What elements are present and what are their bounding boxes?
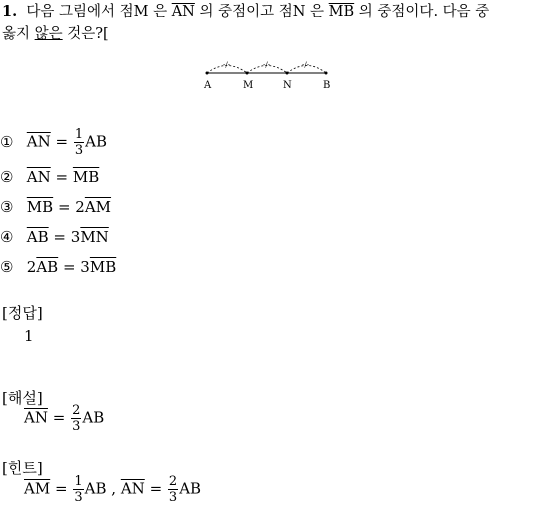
arc-mark-3: -/- xyxy=(302,61,310,69)
option-1-eq: = xyxy=(55,132,69,151)
option-4-eq: = 3 xyxy=(53,228,81,246)
option-4-rhs: $\overline{MN}$ xyxy=(80,228,109,246)
option-2-marker: ② xyxy=(0,168,14,186)
option-2-eq: = xyxy=(55,168,69,186)
option-1-lhs: $\overline{AN}$ xyxy=(26,132,51,151)
question-text-2a: 옳지 xyxy=(2,26,31,42)
option-3-rhs: $\overline{AM}$ xyxy=(84,198,112,216)
option-5-lhs: $\overline{AB}$ xyxy=(36,258,59,276)
point-b-label: B xyxy=(323,80,331,91)
point-n-dot xyxy=(286,72,289,75)
hint-frac1-num: 1 xyxy=(74,474,83,489)
arc-mark-1: -/- xyxy=(223,61,231,69)
hint-formula xyxy=(24,475,201,504)
explanation-lhs: $\overline{AN}$ xyxy=(24,408,48,427)
question-text-2b: 것은?[ xyxy=(67,26,109,42)
hint-lhs-2: $\overline{AN}$ xyxy=(120,479,145,498)
segment-an: $\overline{AN}$ xyxy=(171,4,195,20)
option-3-eq: = 2 xyxy=(57,198,85,216)
arc-mark-2: -/- xyxy=(263,61,271,69)
explanation-formula xyxy=(24,404,104,433)
hint-rhs-2: AB xyxy=(179,479,202,498)
option-5-marker: ⑤ xyxy=(0,258,14,276)
explanation-heading: [해설] xyxy=(2,389,43,407)
segment-mb: $\overline{MB}$ xyxy=(328,4,355,20)
question-emphasis: 않은 xyxy=(34,26,63,42)
hint-eq-2: = xyxy=(149,479,163,498)
question-line-2 xyxy=(2,24,109,44)
hint-eq-1: = xyxy=(54,479,68,498)
hint-lhs-1: $\overline{AM}$ xyxy=(24,479,51,498)
option-3[interactable] xyxy=(0,198,111,216)
point-m-dot xyxy=(246,72,249,75)
explanation-frac-num: 2 xyxy=(72,403,81,418)
point-m-label: M xyxy=(243,80,254,91)
question-line-1 xyxy=(2,2,489,22)
hint-rhs-1: AB , xyxy=(84,479,117,498)
answer-value: 1 xyxy=(24,327,34,345)
point-b-dot xyxy=(325,72,328,75)
explanation-rhs: AB xyxy=(82,408,105,427)
option-2-rhs: $\overline{MB}$ xyxy=(72,168,100,186)
question-number: 1. xyxy=(2,3,18,20)
option-1-marker: ① xyxy=(0,132,14,151)
option-3-lhs: $\overline{MB}$ xyxy=(26,198,54,216)
option-1-fraction xyxy=(74,128,84,157)
question-text-1c: 의 중점이다. 다음 중 xyxy=(358,4,490,20)
hint-fraction-2 xyxy=(168,475,178,504)
point-a-dot xyxy=(206,72,209,75)
point-n-label: N xyxy=(283,80,292,91)
option-3-marker: ③ xyxy=(0,198,14,216)
option-4-lhs: $\overline{AB}$ xyxy=(26,228,49,246)
question-text-1a: 다음 그림에서 점M 은 xyxy=(26,4,168,20)
segment-diagram xyxy=(195,56,340,92)
option-2[interactable] xyxy=(0,168,99,186)
option-1-rhs: AB xyxy=(85,132,108,151)
hint-frac2-num: 2 xyxy=(168,474,178,489)
option-4[interactable] xyxy=(0,228,109,246)
option-5-eq: = 3 xyxy=(62,258,90,276)
option-5-rhs: $\overline{MB}$ xyxy=(89,258,117,276)
question-text-1b: 의 중점이고 점N 은 xyxy=(199,4,325,20)
explanation-frac-den: 3 xyxy=(72,419,81,434)
option-5[interactable] xyxy=(0,258,116,276)
answer-heading: [정답] xyxy=(2,304,43,322)
hint-heading: [힌트] xyxy=(2,459,43,477)
option-2-lhs: $\overline{AN}$ xyxy=(26,168,51,186)
hint-fraction-1 xyxy=(73,475,83,504)
hint-frac2-den: 3 xyxy=(168,490,178,505)
option-1-frac-den: 3 xyxy=(74,143,84,158)
hint-frac1-den: 3 xyxy=(74,490,83,505)
option-4-marker: ④ xyxy=(0,228,14,246)
explanation-eq: = xyxy=(52,408,66,427)
option-5-pre: 2 xyxy=(26,258,37,276)
point-a-label: A xyxy=(204,80,212,91)
option-1[interactable] xyxy=(0,128,107,157)
explanation-fraction xyxy=(71,404,81,433)
option-1-frac-num: 1 xyxy=(74,127,84,142)
